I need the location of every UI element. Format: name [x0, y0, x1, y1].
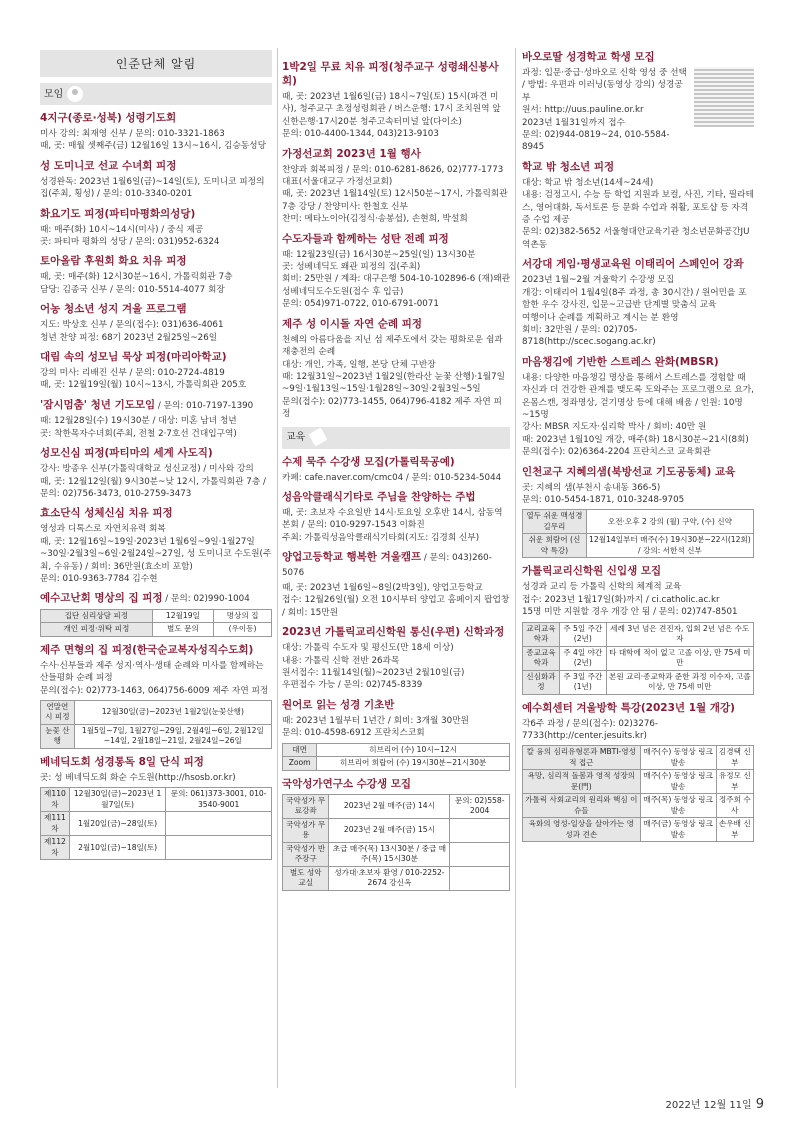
- table-cell: 제110차: [41, 788, 70, 812]
- table-cell: 집단 심리상담 피정: [41, 609, 153, 623]
- info-table: [40, 609, 272, 637]
- notice-line: 개강: 이태리어 1월4일(8주 과정, 총 30시간) / 원어민을 포함한 우수 강사진, 입문~고급반 단계별 맞춤식 교육: [522, 287, 747, 311]
- notice-title: [282, 550, 510, 579]
- notice-line: 대상: 학교 밖 청소년(14세~24세): [522, 177, 654, 188]
- notice-title: [40, 111, 272, 125]
- notice-line: 때: 12월28일(수) 19시30분 / 대상: 미혼 남녀 청년: [40, 416, 237, 427]
- notice-line: 때, 곳: 2023년 1월6일~8일(2박3일), 양업고등학교: [282, 582, 483, 593]
- notice-line: 곳: 성 베네딕도회 화순 수도원(http://hsosb.or.kr): [40, 772, 236, 783]
- notice-title-text: 성모신심 피정(파티마의 세계 사도직): [40, 447, 213, 460]
- table-cell: 유정모 신부: [716, 770, 753, 794]
- notice-line: 문의(접수): 02)773-1463, 064)756-6009 제주 자연 피정: [40, 685, 269, 696]
- table-cell: 주 4일 야간(2년): [559, 646, 606, 670]
- notice-line: 담당: 김종국 신부 / 문의: 010-5514-4077 회장: [40, 284, 225, 295]
- notice-item: [40, 159, 272, 201]
- notice-title-text: 예수고난회 명상의 집 피정: [40, 592, 163, 605]
- notice-title: [282, 147, 510, 161]
- table-cell: 매주(수) 동영상 링크 발송: [640, 746, 716, 770]
- table-cell: (우이동): [214, 623, 272, 637]
- notice-line: 15명 미만 지원할 경우 개강 안 됨 / 문의: 02)747-8501: [522, 607, 738, 618]
- table-cell: 세례 3년 넘은 견진자, 입회 2년 넘은 수도자: [606, 622, 753, 646]
- table-row: [283, 757, 510, 771]
- table-cell: [450, 842, 510, 866]
- table-cell: 눈꽃 산행: [41, 724, 75, 748]
- notice-line: 때, 곳: 12월16일~19일·2023년 1월6일~9일·1월27일~30일·2월3일~6일·2월24일~27일, 성 도미니코 수도원(주최, 수유동) / 회비: 36만원(효소비 포함): [40, 536, 272, 572]
- table-cell: 2023년 2월 매주(금) 15시: [329, 818, 450, 842]
- table-cell: 매주(금) 동영상 링크 발송: [640, 818, 716, 842]
- table-cell: [450, 818, 510, 842]
- table-row: [41, 788, 272, 812]
- notice-item: [40, 350, 272, 392]
- notice-title-tail: / 문의: 02)990-1004: [162, 594, 250, 605]
- notice-title-tail: / 문의: 010-7197-1390: [155, 400, 254, 411]
- notice-line: 때: 12월31일~2023년 1월2일(한라산 눈꽃 산행)·1월7일~9일·1월13일~15일·1월28일~30일·2월3일~5일: [282, 371, 506, 395]
- column-divider: [515, 48, 516, 1088]
- section-label-edu: 교육: [282, 427, 510, 449]
- table-cell: 명상의 집: [214, 609, 272, 623]
- pen-icon: [309, 427, 328, 446]
- table-row: [41, 812, 272, 836]
- info-table: [522, 622, 754, 695]
- notice-title-text: 인천교구 지혜의샘(북방선교 기도공동체) 교육: [522, 465, 736, 478]
- table-cell: 신심화과정: [523, 670, 560, 694]
- notice-list: [522, 50, 754, 842]
- table-row: [523, 534, 754, 558]
- notice-title: [282, 60, 510, 88]
- notice-title-tail: / 문의: 043)260-5076: [282, 553, 492, 578]
- notice-item: [40, 302, 272, 344]
- notice-line: 문의: 054)971-0722, 010-6791-0071: [282, 299, 439, 310]
- column-right: [522, 50, 754, 848]
- table-cell: 1월20일(금)~28일(토): [69, 812, 165, 836]
- section-label-mo: 모임: [40, 83, 272, 105]
- notice-line: 접수: 12월26일(월) 오전 10시부터 양업고 홈페이지 팝업창 / 회비: 15만원: [282, 595, 510, 618]
- table-cell: Zoom: [283, 757, 317, 771]
- notice-line: 여행이나 순례를 계획하고 계시는 분 환영: [522, 312, 679, 323]
- table-cell: 제112차: [41, 836, 70, 860]
- notice-line: 곳: 착한목자수녀회(주최, 전철 2·7호선 건대입구역): [40, 428, 237, 439]
- notice-line: 회비: 32만원 / 문의: 02)705-8718(http://scec.sogang.ac.kr): [522, 324, 656, 348]
- notice-title-text: 대림 속의 성모님 묵상 피정(마리아학교): [40, 351, 227, 364]
- column-left: [40, 50, 272, 866]
- notice-line: 강의 미사: 리배진 신부 / 문의: 010-2724-4819: [40, 368, 225, 379]
- notice-line: 내용: 가톨릭 신학 전반 26과목: [282, 655, 400, 666]
- notice-title-text: 성음악클래식기타로 주님을 찬양하는 주법: [282, 490, 476, 503]
- notice-item: [40, 591, 272, 636]
- notice-line: 찬양과 회복피정 / 문의: 010-6281-8626, 02)777-1773 대표(서울대교구 가정선교회): [282, 164, 504, 188]
- table-cell: 문의: 061)373-3001, 010-3540-9001: [166, 788, 272, 812]
- notice-item: [282, 698, 510, 771]
- notice-title: [282, 777, 510, 791]
- notice-title-text: 효소단식 성체신심 치유 피정: [40, 507, 173, 520]
- notice-list: [40, 111, 272, 860]
- notice-item: [282, 777, 510, 891]
- notice-item: [282, 490, 510, 544]
- notice-line: 문의: 010-9363-7784 김수현: [40, 573, 158, 584]
- table-row: [283, 743, 510, 757]
- table-cell: 12월19일: [152, 609, 213, 623]
- table-cell: 초급 매주(목) 13시30분 / 중급 매주(목) 15시30분: [329, 842, 450, 866]
- notice-line: 문의: 02)944-0819~24, 010-5584-8945: [522, 130, 670, 153]
- notice-item: [282, 60, 510, 141]
- notice-item: [522, 257, 754, 348]
- table-cell: 육화의 영성-일상을 살아가는 영성과 견손: [523, 818, 641, 842]
- info-table: [522, 509, 754, 558]
- notice-title-text: '잠시멈춤' 청년 기도모임: [40, 398, 156, 411]
- table-cell: 매주(수) 동영상 링크 발송: [640, 770, 716, 794]
- page-number: 9: [755, 1097, 764, 1112]
- notice-line: 때, 곳: 12월12일(월) 9시30분~낮 12시, 가톨릭회관 7층 / 문의: 02)756-3473, 010-2759-3473: [40, 476, 266, 499]
- table-cell: 국악성가 무료강좌: [283, 794, 329, 818]
- table-cell: [450, 866, 510, 890]
- info-table: [40, 700, 272, 749]
- table-cell: 연말연시 피정: [41, 700, 75, 724]
- notice-title: [40, 643, 272, 657]
- notice-line: 문의(접수): 02)773-1455, 064)796-4182 제주 자연 피정: [282, 396, 502, 420]
- notice-item: [282, 147, 510, 226]
- notice-title: [522, 160, 754, 174]
- table-row: [523, 746, 754, 770]
- notice-title-text: 바오로딸 성경학교 학생 모집: [522, 51, 655, 63]
- table-cell: 2월10일(금)~18일(토): [69, 836, 165, 860]
- notice-line: 우편접수 가능 / 문의: 02)745-8339: [282, 680, 423, 691]
- table-cell: 12월14일부터 매주(수) 19시30분~22시(12회) / 강의: 서한석 신부: [586, 534, 753, 558]
- notice-line: 문의(접수): 02)6364-2204 프란치스코 교육회관: [522, 447, 711, 458]
- notice-item: [522, 355, 754, 459]
- notice-title-text: 가톨릭교리신학원 신입생 모집: [522, 565, 662, 578]
- notice-line: 내용: 다양한 마음챙김 명상을 통해서 스트레스를 경험할 때 자신과 더 건강한 관계를 맺도록 도와주는 프로그램으로 요가, 온몸스캔, 정좌명상, 걷기명상 등에 대해 배움 / 인원: 10명~15명: [522, 372, 754, 420]
- notice-item: [40, 398, 272, 440]
- notice-line: 수사·신부들과 제주 성지·역사·생태 순례와 미사를 함께하는 산들평화 순례 피정: [40, 660, 264, 684]
- notice-item: [40, 643, 272, 749]
- notice-line: 주최: 가톨릭성음악클래식기타회(지도: 김경희 신부): [282, 532, 480, 543]
- notice-line: 내용: 검정고시, 수능 등 학업 지원과 보컬, 사진, 기타, 필라테스, 영어대화, 독서토론 등 문화 수업과 취활, 포토샵 등 자격증 수업 제공: [522, 190, 754, 226]
- notice-title: [522, 465, 754, 479]
- table-cell: 가톨릭 사회교리의 원리와 핵심 이슈들: [523, 794, 641, 818]
- notice-line: 대상: 가톨릭 수도자 및 평신도(만 18세 이상): [282, 643, 454, 654]
- notice-line: 때, 곳: 매주(화) 12시30분~16시, 가톨릭회관 7층: [40, 272, 233, 283]
- table-cell: 교리교육학과: [523, 622, 560, 646]
- notice-item: [522, 50, 754, 154]
- notice-title: [282, 625, 510, 639]
- notice-line: 곳: 지혜의 샘(부천시 송내동 366-5): [522, 482, 661, 493]
- notice-line: 2023년 1월31일까지 접수: [522, 117, 625, 128]
- notice-line: 때, 곳: 매월 셋째주(금) 12월16일 13시~16시, 김승동성당: [40, 141, 266, 152]
- table-row: [283, 866, 510, 890]
- table-cell: 성가대·초보자 환영 / 010-2252-2674 강신옥: [329, 866, 450, 890]
- notice-title: [40, 398, 272, 412]
- table-row: [523, 770, 754, 794]
- notice-title: [40, 254, 272, 268]
- notice-line: 때: 12월23일(금) 16시30분~25일(일) 13시30분: [282, 249, 476, 260]
- table-cell: 12월30일(금)~2023년 1월2일(눈꽃산행): [74, 700, 271, 724]
- notice-line: 미사 강의: 최재영 신부 / 문의: 010-3321-1863: [40, 129, 225, 139]
- section-header: 인준단체 알림: [40, 50, 272, 77]
- notice-title-text: 제주 면형의 집 피정(한국순교복자성직수도회): [40, 643, 254, 656]
- notice-line: 때: 2023년 1월부터 1년간 / 회비: 3개월 30만원: [282, 715, 469, 726]
- notice-line: 성경완독: 2023년 1월6일(금)~14일(토), 도미니코 피정의 집(주최, 횡성) / 문의: 010-3340-0201: [40, 176, 265, 200]
- notice-line: 문의: 010-4598-6912 프란치스코회: [282, 728, 425, 739]
- info-table: [522, 745, 754, 842]
- notice-item: [522, 564, 754, 694]
- table-row: [283, 818, 510, 842]
- notice-title-text: 토아올람 후원회 화요 치유 피정: [40, 255, 187, 268]
- notice-line: 찬미: 메타노이아(김정식·송봉섭), 손현희, 박설희: [282, 214, 468, 225]
- notice-title-text: 서강대 게임·평생교육원 이태리어 스페인어 강좌: [522, 258, 744, 271]
- table-cell: 종교교육학과: [523, 646, 560, 670]
- notice-item: [40, 446, 272, 500]
- table-cell: 히브리어 (수) 10시~12시: [317, 743, 510, 757]
- notice-line: 때, 곳: 2023년 1월6일(금) 18시~7일(토) 15시(파견 미사), 청주교구 초정성령회관 / 버스운행: 17시 조치원역 앞 신한은행·17시20분 청주고속터미널 앞(다이소): [282, 92, 501, 127]
- notice-item: [522, 465, 754, 559]
- notice-title-text: 양업고등학교 행복한 겨울캠프: [282, 551, 422, 564]
- notice-line: 원서접수: 11월14일(월)~2023년 2월10일(금): [282, 668, 465, 678]
- notice-line: 강사: MBSR 지도자·심리학 박사 / 회비: 40만 원: [522, 422, 707, 433]
- info-table: [282, 794, 510, 891]
- notice-item: [522, 701, 754, 843]
- notice-item: [40, 207, 272, 249]
- table-row: [41, 836, 272, 860]
- notice-title-text: 어농 청소년 성지 겨울 프로그램: [40, 303, 187, 316]
- notice-title-text: 2023년 가톨릭교리신학원 통신(우편) 신학과정: [282, 626, 505, 639]
- notice-title-text: 가정선교회 2023년 1월 행사: [282, 147, 421, 160]
- notice-line: 때, 곳: 12월19일(월) 10시~13시, 가톨릭회관 205호: [40, 380, 247, 391]
- notice-line: 대상: 개인, 가족, 일행, 본당 단체 구반장: [282, 359, 436, 370]
- notice-title-text: 화요기도 피정(파티마평화의성당): [40, 207, 196, 220]
- footer-date: 2022년 12월 11일: [665, 1100, 752, 1111]
- column-divider: [277, 48, 278, 1088]
- notice-title-text: 학교 밖 청소년 피정: [522, 160, 615, 173]
- qr-code: [694, 67, 754, 127]
- notice-list: [282, 60, 510, 421]
- table-row: [523, 670, 754, 694]
- notice-item: [40, 254, 272, 296]
- notice-title: [282, 232, 510, 246]
- notice-line: 원서: http://uus.pauline.or.kr: [522, 105, 644, 116]
- table-cell: 국악성가 무용: [283, 818, 329, 842]
- table-row: [41, 724, 272, 748]
- notice-title-text: 4지구(종로·성북) 성령기도회: [40, 112, 177, 124]
- notice-line: 문의: 02)382-5652 서울형대안교육기관 청소년문화공간JU역촌동: [522, 227, 750, 250]
- notice-title: [40, 207, 272, 221]
- info-table: [282, 743, 510, 771]
- notice-line: 과정: 입문·중급·성바오로 신학 영성 중 선택 / 방법: 우편과 이러닝(동영상 강의) 성경공부: [522, 68, 687, 103]
- notice-line: 회비: 25만원 / 계좌: 대구은행 504-10-102896-6 (재)왜관성베네딕도수도원(접수 후 입금): [282, 274, 511, 297]
- notice-item: [282, 232, 510, 311]
- table-row: [41, 700, 272, 724]
- table-cell: 문의: 02)558-2004: [450, 794, 510, 818]
- notice-title: [40, 506, 272, 520]
- notice-title-text: 제주 성 이시돌 자연 순례 피정: [282, 317, 422, 330]
- notice-title: [522, 701, 754, 715]
- notice-line: 접수: 2023년 1월17일(화)까지 / ci.catholic.ac.kr: [522, 594, 720, 605]
- notice-title: [40, 446, 272, 460]
- table-cell: 매주(목) 동영상 링크 발송: [640, 794, 716, 818]
- person-icon: [67, 86, 83, 102]
- notice-item: [282, 550, 510, 619]
- notice-title-text: 예수회센터 겨울방학 특강(2023년 1월 개강): [522, 701, 735, 714]
- table-cell: 제111차: [41, 812, 70, 836]
- notice-title: [282, 455, 510, 469]
- table-cell: 타 대학에 적이 없고 고졸 이상, 만 75세 미만: [606, 646, 753, 670]
- table-cell: 히브리어 희랍어 (수) 19시30분~21시30분: [317, 757, 510, 771]
- notice-title: [40, 159, 272, 173]
- notice-line: 지도: 박상호 신부 / 문의(접수): 031)636-4061: [40, 320, 224, 331]
- table-row: [41, 609, 272, 623]
- table-cell: 쉬운 희람어 (신약 특강): [523, 534, 587, 558]
- notice-item: [282, 455, 510, 484]
- notice-title-text: 원어로 읽는 성경 기초반: [282, 698, 395, 711]
- notice-title-text: 수도자들과 함께하는 성탄 전례 피정: [282, 232, 449, 245]
- table-cell: 12월30일(금)~2023년 1월7일(토): [69, 788, 165, 812]
- notice-line: 때, 곳: 2023년 1월14일(토) 12시50분~17시, 가톨릭회관 7층 강당 / 찬양미사: 한철호 신부: [282, 189, 508, 212]
- column-middle: [282, 60, 510, 897]
- notice-line: 때: 2023년 1월10일 개강, 매주(화) 18시30분~21시(8회): [522, 434, 749, 445]
- table-cell: 1월5일~7일, 1월27일~29일, 2월4일~6일, 2월12일~14일, 2월18일~21일, 2월24일~26일: [74, 724, 271, 748]
- notice-title: [522, 564, 754, 578]
- notice-title: [40, 755, 272, 769]
- notice-title-text: 1박2일 무료 치유 피정(청주교구 성령쇄신봉사회): [282, 61, 499, 87]
- table-cell: 별도 성악 교실: [283, 866, 329, 890]
- table-cell: 손우배 신부: [716, 818, 753, 842]
- table-cell: 국악성가 반주장구: [283, 842, 329, 866]
- table-cell: 칼 융의 심리유형론과 MBTI-영성적 접근: [523, 746, 641, 770]
- table-cell: 김경택 신부: [716, 746, 753, 770]
- notice-line: 문의: 010-5454-1871, 010-3248-9705: [522, 494, 685, 505]
- notice-item: [282, 317, 510, 421]
- notice-title-text: 국악성가연구소 수강생 모집: [282, 777, 412, 790]
- notice-line: 천혜의 아름다움을 지닌 섬 제주도에서 갖는 평화로운 쉼과 재충전의 순례: [282, 334, 503, 358]
- table-row: [523, 622, 754, 646]
- table-cell: 주 3일 주간(1년): [559, 670, 606, 694]
- table-cell: 욕망, 심리적 돌봄과 영적 성장의 문(門): [523, 770, 641, 794]
- notice-line: 곳: 성베네딕도 왜관 피정의 집(주최): [282, 262, 421, 273]
- notice-line: 청년 찬양 피정: 68기 2023년 2월25일~26일: [40, 332, 218, 343]
- notice-line: 성경과 교리 등 가톨릭 신학의 체계적 교육: [522, 582, 682, 593]
- notice-item: [40, 111, 272, 153]
- table-row: [523, 818, 754, 842]
- notice-title: [40, 302, 272, 316]
- notice-line: 곳: 파티마 평화의 성당 / 문의: 031)952-6324: [40, 237, 220, 248]
- notice-line: 때, 곳: 초보자 수요일반 14시·토요일 오후반 14시, 삼동역 본회 / 문의: 010-9297-1543 이화진: [282, 507, 503, 531]
- info-table: [40, 787, 272, 860]
- notice-line: 문의: 010-4400-1344, 043)213-9103: [282, 129, 439, 140]
- table-row: [283, 794, 510, 818]
- table-cell: 별도 문의: [152, 623, 213, 637]
- notice-title-text: 성 도미니코 선교 수녀회 피정: [40, 159, 177, 172]
- notice-title-text: 수제 묵주 수강생 모집(가톨릭묵공예): [282, 455, 455, 468]
- notice-title: [282, 317, 510, 331]
- table-row: [523, 794, 754, 818]
- notice-line: 때: 매주(화) 10시~14시(미사) / 중식 제공: [40, 224, 204, 235]
- table-cell: [166, 836, 272, 860]
- table-cell: 대면: [283, 743, 317, 757]
- table-cell: 주 5일 주간(2년): [559, 622, 606, 646]
- notice-title: [522, 257, 754, 271]
- notice-title: [40, 350, 272, 364]
- notice-item: [282, 625, 510, 692]
- notice-item: [522, 160, 754, 251]
- notice-line: 각6주 과정 / 문의(접수): 02)3276-7733(http://center.jesuits.kr): [522, 718, 659, 741]
- notice-item: [40, 755, 272, 860]
- notice-title: [522, 50, 754, 64]
- table-cell: 오전·오후 2 강의 (월) 구약, (수) 신약: [586, 510, 753, 534]
- table-cell: [166, 812, 272, 836]
- notice-title-text: 마음챙김에 기반한 스트레스 완화(MBSR): [522, 355, 719, 368]
- table-row: [523, 646, 754, 670]
- notice-item: [40, 506, 272, 585]
- table-cell: 개인 피정·위탁 피정: [41, 623, 153, 637]
- table-cell: 열두 쉬운 맥성경 길무리: [523, 510, 587, 534]
- notice-line: 카페: cafe.naver.com/cmc04 / 문의: 010-5234-5044: [282, 472, 502, 483]
- table-cell: 2023년 2월 매주(금) 14시: [329, 794, 450, 818]
- notice-title: [282, 490, 510, 504]
- notice-title: [40, 591, 272, 605]
- notice-line: 2023년 1월~2월 겨울학기 수강생 모집: [522, 275, 675, 286]
- table-row: [523, 510, 754, 534]
- table-cell: 본원 교리·종교학과 준한 과정 이수자, 고졸 이상, 만 75세 미만: [606, 670, 753, 694]
- notice-line: 영성과 디톡스로 자연치유력 회복: [40, 524, 166, 535]
- table-row: [41, 623, 272, 637]
- table-cell: 정주희 수사: [716, 794, 753, 818]
- notice-title: [282, 698, 510, 712]
- page-footer: [665, 1096, 764, 1112]
- notice-title: [522, 355, 754, 369]
- notice-line: 강사: 방종우 신부(가톨릭대학교 성신교정) / 미사와 강의: [40, 464, 254, 475]
- table-row: [283, 842, 510, 866]
- notice-title-text: 베네딕도회 성경통독 8일 단식 피정: [40, 755, 204, 768]
- notice-list: [282, 455, 510, 891]
